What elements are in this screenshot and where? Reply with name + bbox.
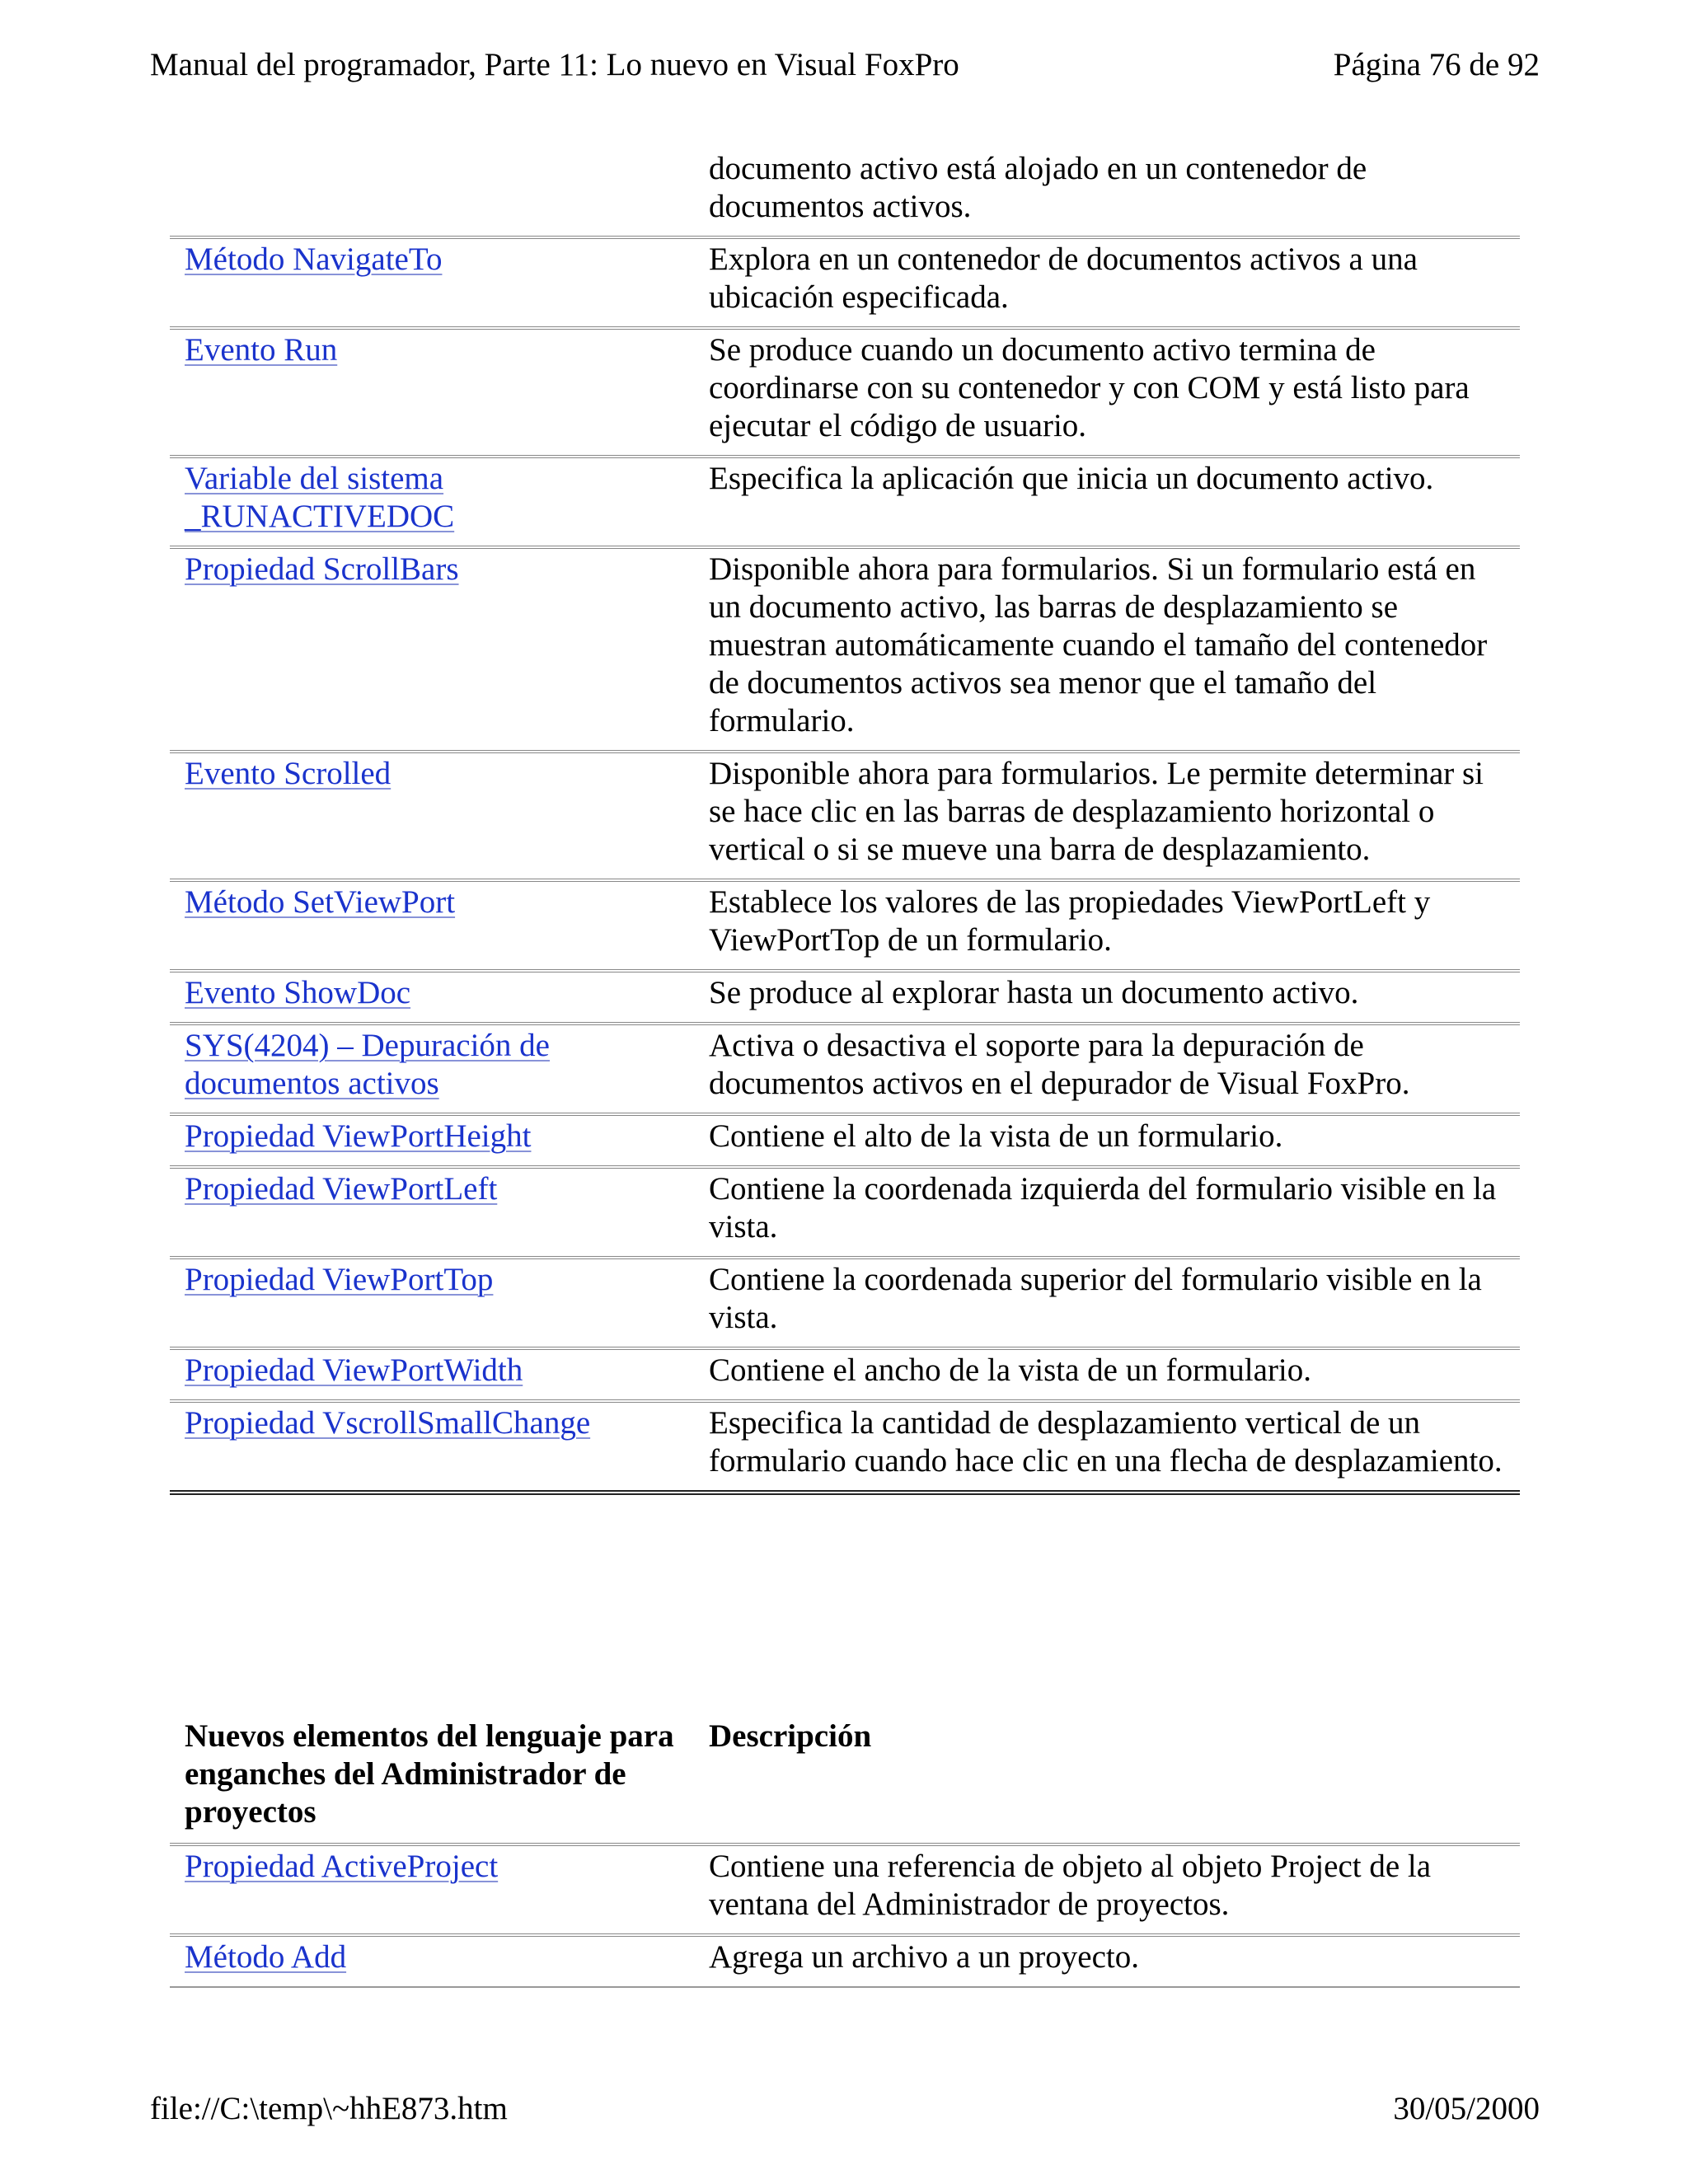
description-cell: Contiene el alto de la vista de un formulario. [709, 1118, 1283, 1154]
description-cell: Contiene la coordenada superior del formulario visible en la vista. [709, 1262, 1482, 1335]
description-cell: Contiene una referencia de objeto al objeto Project de la ventana del Administrador de proyectos. [709, 1849, 1432, 1922]
element-link[interactable]: Propiedad ViewPortHeight [185, 1118, 532, 1154]
element-link[interactable]: Método SetViewPort [185, 884, 456, 920]
description-cell: Se produce cuando un documento activo termina de coordinarse con su contenedor y con COM y está listo para ejecutar el código de usuario. [709, 332, 1470, 443]
element-cell [170, 460, 694, 546]
element-cell [170, 1118, 694, 1165]
description-cell: documento activo está alojado en un contenedor de documentos activos. [709, 151, 1367, 224]
table-row [170, 1846, 1520, 1937]
element-link[interactable]: Propiedad ViewPortWidth [185, 1352, 523, 1388]
table-row [170, 882, 1520, 972]
page-number: Página 76 de 92 [1333, 47, 1540, 82]
element-cell [170, 150, 694, 236]
table-row [170, 1259, 1520, 1350]
element-cell [170, 1027, 694, 1113]
description-cell: Especifica la cantidad de desplazamiento vertical de un formulario cuando hace clic en una flecha de desplazamiento. [709, 1405, 1503, 1479]
project-hooks-table [170, 1716, 1520, 1988]
description-cell: Explora en un contenedor de documentos activos a una ubicación especificada. [709, 241, 1418, 315]
table-row [170, 330, 1520, 458]
table-row [170, 1025, 1520, 1116]
column-header-elements: Nuevos elementos del lenguaje para enganches del Administrador de proyectos [185, 1718, 674, 1830]
element-cell [170, 331, 694, 455]
element-cell [170, 1848, 694, 1933]
element-cell [170, 241, 694, 326]
description-cell: Establece los valores de las propiedades ViewPortLeft y ViewPortTop de un formulario. [709, 884, 1431, 958]
table-header-row [170, 1716, 1520, 1846]
element-cell [170, 551, 694, 750]
element-cell [170, 1261, 694, 1347]
element-link[interactable]: Propiedad VscrollSmallChange [185, 1405, 591, 1441]
table-row [170, 1403, 1520, 1495]
element-link[interactable]: Evento Scrolled [185, 756, 392, 791]
element-link[interactable]: Variable del sistema _RUNACTIVEDOC [185, 461, 455, 534]
description-cell: Especifica la aplicación que inicia un documento activo. [709, 461, 1434, 496]
table-row [170, 458, 1520, 549]
element-link[interactable]: Propiedad ActiveProject [185, 1849, 499, 1884]
description-cell: Se produce al explorar hasta un documento activo. [709, 975, 1359, 1010]
table-row [170, 549, 1520, 753]
element-link[interactable]: Método Add [185, 1939, 347, 1975]
element-link[interactable]: Método NavigateTo [185, 241, 443, 277]
table-row [170, 1937, 1520, 1988]
element-cell [170, 1404, 694, 1490]
table-row [170, 1350, 1520, 1403]
table-row [170, 1169, 1520, 1259]
description-cell: Contiene la coordenada izquierda del formulario visible en la vista. [709, 1171, 1497, 1244]
description-cell: Agrega un archivo a un proyecto. [709, 1939, 1139, 1975]
language-elements-table [170, 148, 1520, 1495]
element-link[interactable]: Propiedad ViewPortLeft [185, 1171, 498, 1207]
print-date: 30/05/2000 [1393, 2091, 1540, 2126]
table-row [170, 148, 1520, 239]
description-cell: Activa o desactiva el soporte para la depuración de documentos activos en el depurador de Visual FoxPro. [709, 1028, 1410, 1101]
page-header [150, 48, 1540, 83]
element-link[interactable]: SYS(4204) – Depuración de documentos activos [185, 1028, 550, 1101]
element-cell [170, 755, 694, 879]
element-cell [170, 1938, 694, 1986]
element-cell [170, 974, 694, 1022]
element-cell [170, 1352, 694, 1399]
table-row [170, 239, 1520, 330]
element-link[interactable]: Evento Run [185, 332, 338, 368]
column-header-description: Descripción [709, 1718, 872, 1754]
document-title: Manual del programador, Parte 11: Lo nuevo en Visual FoxPro [150, 47, 959, 82]
table-row [170, 753, 1520, 882]
table-row [170, 972, 1520, 1025]
description-cell: Contiene el ancho de la vista de un formulario. [709, 1352, 1312, 1388]
element-link[interactable]: Evento ShowDoc [185, 975, 411, 1010]
page-footer [150, 2092, 1540, 2127]
element-link[interactable]: Propiedad ScrollBars [185, 551, 459, 587]
file-path: file://C:\temp\~hhE873.htm [150, 2091, 508, 2126]
element-cell [170, 883, 694, 969]
description-cell: Disponible ahora para formularios. Si un formulario está en un documento activo, las barras de desplazamiento se muestran automáticamente cuando el tamaño del contenedor de documentos activos sea menor que el tamaño del formulario. [709, 551, 1488, 738]
element-cell [170, 1170, 694, 1256]
table-row [170, 1116, 1520, 1169]
element-link[interactable]: Propiedad ViewPortTop [185, 1262, 494, 1297]
description-cell: Disponible ahora para formularios. Le permite determinar si se hace clic en las barras de desplazamiento horizontal o vertical o si se mueve una barra de desplazamiento. [709, 756, 1484, 867]
